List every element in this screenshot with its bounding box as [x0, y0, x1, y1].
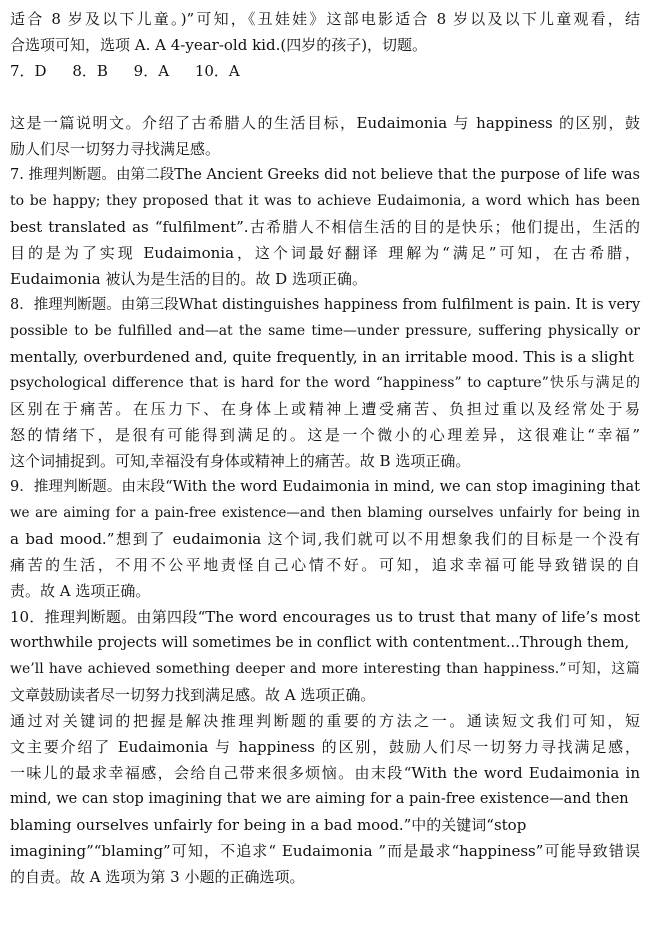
- text-line: 责。故 A 选项正确。: [10, 582, 151, 600]
- text-line: Eudaimonia 被认为是生活的目的。故 D 选项正确。: [10, 270, 367, 288]
- text-line: possible to be fulfilled and—at the same time—under pressure, suffering physically or: [10, 323, 640, 339]
- text-line: 10．推理判断题。由第四段“The word encourages us to trust that many of life’s most: [10, 608, 640, 626]
- text-line: 痛苦的生活，不用不公平地责怪自己心情不好。可知，追求幸福可能导致错误的自: [10, 556, 640, 574]
- text-line: worthwhile projects will sometimes be in conflict with contentment...Through them,: [10, 635, 630, 651]
- text-line: mind, we can stop imagining that we are aiming for a pain-free existence—and then: [10, 791, 629, 807]
- text-line: we are aiming for a pain-free existence—and then blaming ourselves unfairly for being in: [10, 505, 640, 521]
- text-line: 怒的情绪下，是很有可能得到满足的。这是一个微小的心理差异，这很难让“幸福”: [10, 426, 640, 444]
- text-line: blaming ourselves unfairly for being in a bad mood.”中的关键词“stop: [10, 816, 527, 834]
- text-line: 一味儿的最求幸福感，会给自己带来很多烦恼。由末段“With the word Eudaimonia in: [10, 764, 640, 782]
- text-line: 7. 推理判断题。由第二段The Ancient Greeks did not believe that the purpose of life was: [10, 167, 640, 183]
- answer-key: 7．D 8．B 9．A 10．A: [10, 62, 240, 80]
- text-line: 8．推理判断题。由第三段What distinguishes happiness from fulfilment is pain. It is very: [10, 297, 641, 313]
- text-line: to be happy; they proposed that it was to achieve Eudaimonia, a word which has been: [10, 193, 640, 209]
- text-line: psychological difference that is hard for the word “happiness” to capture”快乐与满足的: [10, 375, 640, 391]
- text-line: 的自责。故 A 选项为第 3 小题的正确选项。: [10, 868, 305, 886]
- document-page: [10, 6, 640, 890]
- text-line: best translated as “fulfilment”.古希腊人不相信生活的目的是快乐；他们提出，生活的: [10, 218, 640, 236]
- text-line: 励人们尽一切努力寻找满足感。: [10, 140, 221, 158]
- text-line: a bad mood.”想到了 eudaimonia 这个词,我们就可以不用想象我们的目标是一个没有: [10, 530, 640, 548]
- text-line: we’ll have achieved something deeper and more interesting than happiness.”可知，这篇: [10, 661, 640, 677]
- text-line: mentally, overburdened and, quite frequently, in an irritable mood. This is a slight: [10, 348, 634, 366]
- text-line: 目的是为了实现 Eudaimonia，这个词最好翻译 理解为“满足”可知，在古希腊，: [10, 244, 640, 262]
- text-line: imagining”“blaming”可知，不追求“ Eudaimonia ”而是最求“happiness”可能导致错误: [10, 842, 640, 860]
- text-line: 9．推理判断题。由末段“With the word Eudaimonia in mind, we can stop imagining that: [10, 479, 640, 495]
- text-line: 合选项可知，选项 A. A 4-year-old kid.(四岁的孩子)，切题。: [10, 36, 428, 54]
- text-line: 这个词捕捉到。可知,幸福没有身体或精神上的痛苦。故 B 选项正确。: [10, 452, 471, 470]
- text-line: 文章鼓励读者尽一切努力找到满足感。故 A 选项正确。: [10, 686, 376, 704]
- text-line: 这是一篇说明文。介绍了古希腊人的生活目标，Eudaimonia 与 happiness 的区别，鼓: [10, 114, 640, 132]
- text-line: 通过对关键词的把握是解决推理判断题的重要的方法之一。通读短文我们可知，短: [10, 712, 640, 730]
- text-line: 区别在于痛苦。在压力下、在身体上或精神上遭受痛苦、负担过重以及经常处于易: [10, 400, 640, 418]
- spacer: [10, 84, 640, 110]
- text-line: 适合 8 岁及以下儿童。)”可知，《丑娃娃》这部电影适合 8 岁以及以下儿童观看，结: [10, 10, 640, 28]
- text-line: 文主要介绍了 Eudaimonia 与 happiness 的区别，鼓励人们尽一切努力寻找满足感，: [10, 738, 640, 756]
